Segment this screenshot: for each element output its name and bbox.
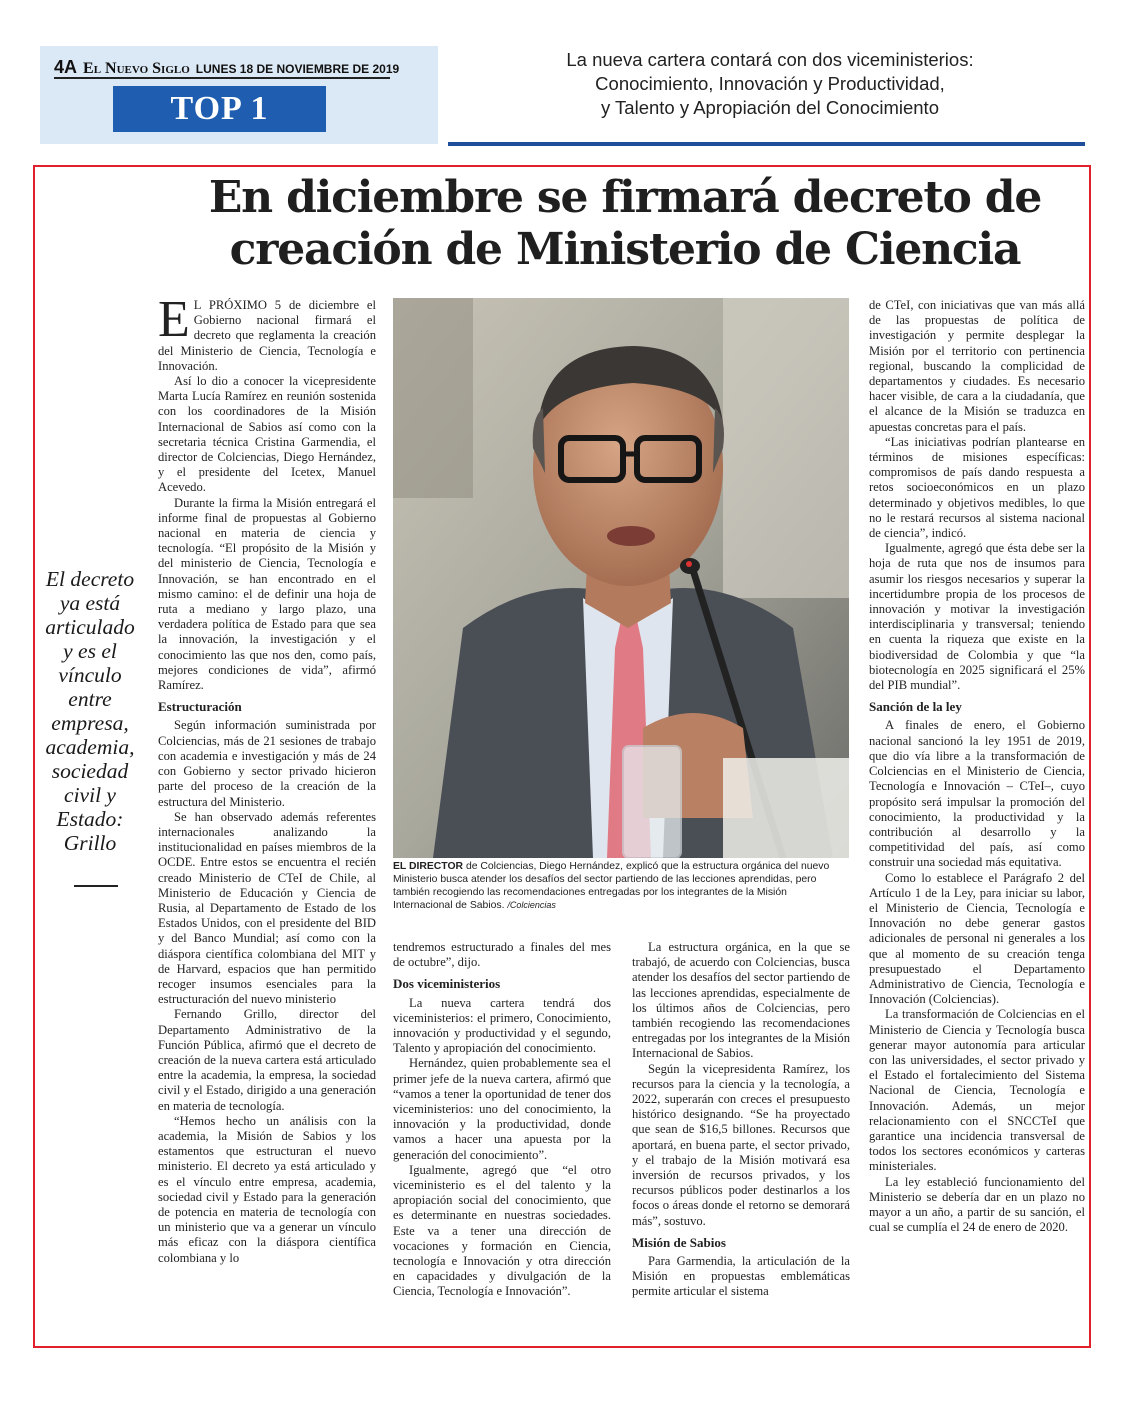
pull-quote-rule xyxy=(74,885,118,887)
paragraph: A finales de enero, el Gobierno nacional sancionó la ley 1951 de 2019, que dio vía libre a la transformación de Colciencias en el Ministerio de Ciencia, Tecnología e Innovación – CTeI–, cuyo propósito será impulsar la promoción del conocimiento, la productividad y la contribución al desarrollo y la competitividad del país, así como construir una sociedad más equitativa. xyxy=(869,718,1085,870)
paragraph: Como lo establece el Parágrafo 2 del Artículo 1 de la Ley, para iniciar su labor, el Ministerio de Ciencia, Tecnología e Innovación no debe generar gastos adicionales de personal ni generales a los que al momento de su creación tenga presupuestado el Departamento Administrativo de Ciencia, Tecnología e Innovación (Colciencias). xyxy=(869,870,1085,1007)
caption-lead: EL DIRECTOR xyxy=(393,861,464,872)
subhead: Estructuración xyxy=(158,699,242,715)
issue-date: LUNES 18 DE NOVIEMBRE DE 2019 xyxy=(195,62,400,76)
caption-text: de Colciencias, Diego Hernández, explicó que la estructura orgánica del nuevo Ministerio busca atender los desafíos del sector partiendo de las lecciones aprendidas, pero también recogiendo las recomendaciones entregadas por los integrantes de la Misión Internacional de Sabios. xyxy=(393,861,830,911)
deck-line: La nueva cartera contará con dos viceministerios: xyxy=(566,49,974,70)
pull-quote: El decreto ya está articulado y es el vínculo entre empresa, academia, sociedad civil y Estado: Grillo xyxy=(45,567,135,855)
headline-line: En diciembre se firmará decreto de xyxy=(208,172,1042,223)
paragraph: de CTeI, con iniciativas que van más allá de las propuestas de política de investigación y permite desplegar la Misión por el territorio con pertinencia regional, buscando la complicidad de departamentos y ciudades. Es necesario hacer visible, de cara a la ciudadanía, que el alcance de la Misión se traduzca en apuestas concretas para el país. xyxy=(869,298,1085,434)
paragraph: tendremos estructurado a finales del mes de octubre”, dijo. xyxy=(393,940,611,970)
paragraph: Hernández, quien probablemente sea el primer jefe de la nueva cartera, afirmó que “vamos a tener la oportunidad de tener dos viceministerios: uno del conocimiento, la innovación y la productividad, donde vamos a hacer una apuesta por la generación del conocimiento”. xyxy=(393,1056,611,1162)
paragraph: La ley estableció funcionamiento del Ministerio se debería dar en un plazo no mayor a un año, a partir de su sanción, el cual se cumplía el 24 de enero de 2020. xyxy=(869,1174,1085,1235)
paragraph: “Hemos hecho un análisis con la academia, la Misión de Sabios y los estamentos que estructuran el nuevo ministerio. El decreto ya está articulado y es el vínculo entre empresa, academia, sociedad civil y Estado para la generación de potencia en materia de tecnología con un ministerio que va a generar un vínculo más eficaz con la diáspora científica colombiana y lo xyxy=(158,1113,376,1265)
deck-line: y Talento y Apropiación del Conocimiento xyxy=(600,97,939,118)
folio-line xyxy=(54,57,399,78)
paragraph: Fernando Grillo, director del Departamento Administrativo de la Función Pública, afirmó que el decreto de creación de la nueva cartera está articulado entre la academia, la empresa, la sociedad civil y el Estado, dirigido a una generación en materia de tecnología. xyxy=(158,1007,376,1113)
photo-caption xyxy=(393,860,849,912)
paragraph: Según información suministrada por Colciencias, más de 21 sesiones de trabajo con academia e investigación y más de 24 con Gobierno y sector privado hicieron parte del proceso de la creación de la estructura del Ministerio. xyxy=(158,718,376,809)
paragraph: La nueva cartera tendrá dos viceministerios: el primero, Conocimiento, innovación y productividad y el segundo, Talento y apropiación del conocimiento. xyxy=(393,995,611,1056)
deck xyxy=(470,48,1070,120)
subhead: Misión de Sabios xyxy=(632,1234,726,1250)
deck-line: Conocimiento, Innovación y Productividad, xyxy=(595,73,945,94)
paragraph: Según la vicepresidenta Ramírez, los recursos para la ciencia y la tecnología, a 2022, superarán con creces el presupuesto histórico designando. “Se ha proyectado que sean de $16,5 billones. Recursos que aportará, en buena parte, el sector privado, y el trabajo de la Misión motivará esa inversión de recursos privados, y los recursos públicos poder destinarlos a los focos o áreas donde el retorno se demorará más”, sostuvo. xyxy=(632,1061,850,1228)
headline-line: creación de Ministerio de Ciencia xyxy=(229,224,1021,275)
paragraph: La transformación de Colciencias en el Ministerio de Ciencia y Tecnología busca generar mayor autonomía para articular con las universidades, el sector privado y el Estado el fortalecimiento del Sistema Nacional de Ciencia, Tecnología e Innovación. Además, un mejor relacionamiento con el SNCCTeI que garantice una incidencia transversal de todos los sectores económicos y carteras ministeriales. xyxy=(869,1007,1085,1174)
header-rule xyxy=(448,142,1085,146)
article-photo xyxy=(393,298,849,858)
lead-text: L PRÓXIMO 5 de diciembre el Gobierno nacional firmará el decreto que reglamenta la creación del Ministerio de Ciencia, Tecnología e Innovación. xyxy=(158,298,376,373)
lead-paragraph xyxy=(158,291,376,374)
column-1 xyxy=(158,291,376,1266)
newspaper-name: El Nuevo Siglo xyxy=(83,60,190,77)
page-number: 4A xyxy=(54,57,78,77)
paragraph: Durante la firma la Misión entregará el informe final de propuestas al Gobierno nacional en materia de ciencia y tecnología. “El propósito de la Misión y del ministerio de Ciencia, Tecnología e Innovación, se han encontrado en el mismo camino: el de definir una hoja de ruta a mediano y largo plazo, una verdadera política de Estado para que sea la innovación, la investigación y el conocimiento las que nos den, como país, mejores condiciones de vida”, afirmó Ramírez. xyxy=(158,495,376,693)
column-4 xyxy=(869,298,1085,1235)
column-2 xyxy=(393,940,611,1300)
photo-credit: /Colciencias xyxy=(507,900,556,910)
subhead: Sanción de la ley xyxy=(869,699,962,715)
column-3 xyxy=(632,940,850,1300)
section-badge: TOP 1 xyxy=(113,86,326,132)
paragraph: Igualmente, agregó que ésta debe ser la hoja de ruta que nos de insumos para asumir los riesgos necesarios y superar la incertidumbre propia de los procesos de innovación y motivar la investigación interdisciplinaria y transversal; teniendo en cuenta la riqueza que existe en la biodiversidad de Colombia y que “la biotecnología en 2025 significará el 25% del PIB mundial”. xyxy=(869,541,1085,693)
paragraph: Igualmente, agregó que “el otro viceministerio es el del talento y la apropiación social del conocimiento, que es determinante en nuestras sociedades. Este va a tener una dirección de vocaciones y formación en Ciencia, tecnología e Innovación y otra dirección en capacidades y divulgación de la Ciencia, Tecnología e Innovación”. xyxy=(393,1162,611,1299)
photo-illustration xyxy=(393,298,849,858)
paragraph: Así lo dio a conocer la vicepresidente Marta Lucía Ramírez en reunión sostenida con los coordinadores de la Misión Internacional de Sabios así como con la secretaria técnica Cristina Garmendia, el director de Colciencias, Diego Hernández, y el presidente del Icetex, Manuel Acevedo. xyxy=(158,374,376,495)
paragraph: Para Garmendia, la articulación de la Misión en propuestas emblemáticas permite articular el sistema xyxy=(632,1254,850,1299)
paragraph: Se han observado además referentes internacionales analizando la institucionalidad en países miembros de la OCDE. Entre estos se encuentra el recién creado Ministerio de CTeI de Chile, al Ministerio de Educación y Ciencia de Rusia, al Departamento de Estado de los Estados Unidos, con el presidente del BID y del Banco Mundial; así como con la diáspora científica colombiana del MIT y de Harvard, espacios que han permitido recoger insumos esenciales para la estructuración del nuevo ministerio xyxy=(158,809,376,1007)
drop-cap: E xyxy=(158,291,190,348)
paragraph: La estructura orgánica, en la que se trabajó, de acuerdo con Colciencias, busca atender los desafíos del sector partiendo de las lecciones aprendidas, especialmente de los últimos años de Colciencias, pero también recogiendo las recomendaciones entregadas por los integrantes de la Misión Internacional de Sabios. xyxy=(632,940,850,1061)
headline xyxy=(120,172,1125,276)
folio-rule xyxy=(54,77,390,79)
subhead: Dos viceministerios xyxy=(393,976,501,992)
paragraph: “Las iniciativas podrían plantearse en términos de misiones específicas: compromisos de país dando respuesta a retos socioeconómicos en un plazo determinado y objetivos medibles, lo que no le restará recursos al sistema nacional de ciencia”, indicó. xyxy=(869,434,1085,541)
